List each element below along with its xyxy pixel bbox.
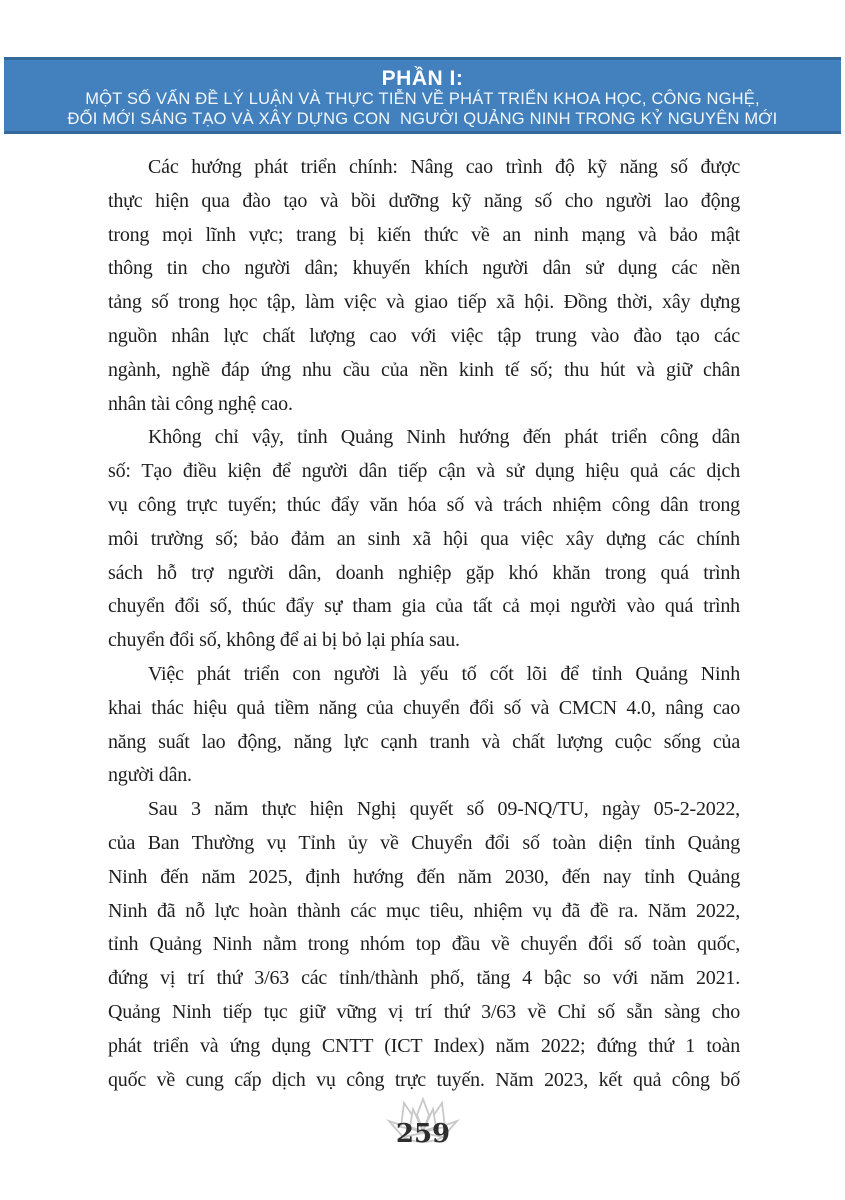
paragraph [108,793,740,1097]
text-line: nhân tài công nghệ cao. [108,392,293,415]
text-line: khai thác hiệu quả tiềm năng của chuyển đổi số và CMCN 4.0, nâng cao [108,696,740,719]
text-line: ngành, nghề đáp ứng nhu cầu của nền kinh tế số; thu hút và giữ chân [108,358,740,381]
text-line: chuyển đổi số, không để ai bị bỏ lại phía sau. [108,629,460,652]
text-line: quốc về cung cấp dịch vụ công trực tuyến. Năm 2023, kết quả công bố [108,1068,740,1091]
text-line: của Ban Thường vụ Tỉnh ủy về Chuyển đổi số toàn diện tỉnh Quảng [108,831,740,854]
text-line: Không chỉ vậy, tỉnh Quảng Ninh hướng đến phát triển công dân [148,426,740,449]
paragraph [108,421,740,658]
text-line: trong mọi lĩnh vực; trang bị kiến thức về an ninh mạng và bảo mật [108,223,740,246]
part-subtitle-line-2: ĐỔI MỚI SÁNG TẠO VÀ XÂY DỰNG CON NGƯỜI QUẢNG NINH TRONG KỶ NGUYÊN MỚI [67,109,778,128]
lotus-ornament-icon [377,1097,469,1153]
text-line: môi trường số; bảo đảm an sinh xã hội qua việc xây dựng các chính [108,527,740,550]
text-line: chuyển đổi số, thúc đẩy sự tham gia của tất cả mọi người vào quá trình [108,595,740,618]
page-number-ornament [377,1097,469,1153]
text-line: sách hỗ trợ người dân, doanh nghiệp gặp khó khăn trong quá trình [108,561,740,584]
text-line: Ninh đã nỗ lực hoàn thành các mục tiêu, nhiệm vụ đã đề ra. Năm 2022, [108,899,740,922]
text-line: Các hướng phát triển chính: Nâng cao trình độ kỹ năng số được [148,156,740,178]
text-line: vụ công trực tuyến; thúc đẩy văn hóa số và trách nhiệm công dân trong [108,493,740,516]
text-line: số: Tạo điều kiện để người dân tiếp cận và sử dụng hiệu quả các dịch [108,460,740,483]
text-line: đứng vị trí thứ 3/63 các tỉnh/thành phố, tăng 4 bậc so với năm 2021. [108,967,740,990]
text-line: Quảng Ninh tiếp tục giữ vững vị trí thứ 3/63 về Chỉ số sẵn sàng cho [108,1000,740,1023]
text-line: tỉnh Quảng Ninh nằm trong nhóm top đầu về chuyển đổi số toàn quốc, [108,933,740,956]
text-line: người dân. [108,764,192,787]
text-line: Sau 3 năm thực hiện Nghị quyết số 09-NQ/TU, ngày 05-2-2022, [148,798,740,821]
text-line: nguồn nhân lực chất lượng cao với việc tập trung vào đào tạo các [108,324,740,347]
paragraph [108,151,740,421]
part-subtitle-line-1: MỘT SỐ VẤN ĐỀ LÝ LUẬN VÀ THỰC TIỄN VỀ PHÁT TRIỂN KHOA HỌC, CÔNG NGHỆ, [85,90,760,108]
page-footer [0,1097,845,1157]
text-line: thực hiện qua đào tạo và bồi dưỡng kỹ năng số cho người lao động [108,189,740,212]
text-line: Việc phát triển con người là yếu tố cốt lõi để tỉnh Quảng Ninh [148,662,740,685]
text-line: năng suất lao động, năng lực cạnh tranh và chất lượng cuộc sống của [108,730,740,753]
text-line: thông tin cho người dân; khuyến khích người dân sử dụng các nền [108,257,740,280]
text-line: tảng số trong học tập, làm việc và giao tiếp xã hội. Đồng thời, xây dựng [108,291,740,314]
part-label: PHẦN I: [381,67,464,90]
text-line: phát triển và ứng dụng CNTT (ICT Index) năm 2022; đứng thứ 1 toàn [108,1034,740,1057]
page-body-text [108,151,740,1097]
text-line: Ninh đến năm 2025, định hướng đến năm 2030, đến nay tỉnh Quảng [108,865,740,888]
paragraph [108,658,740,793]
part-header-banner [4,57,841,134]
page-number: 259 [395,1119,450,1149]
